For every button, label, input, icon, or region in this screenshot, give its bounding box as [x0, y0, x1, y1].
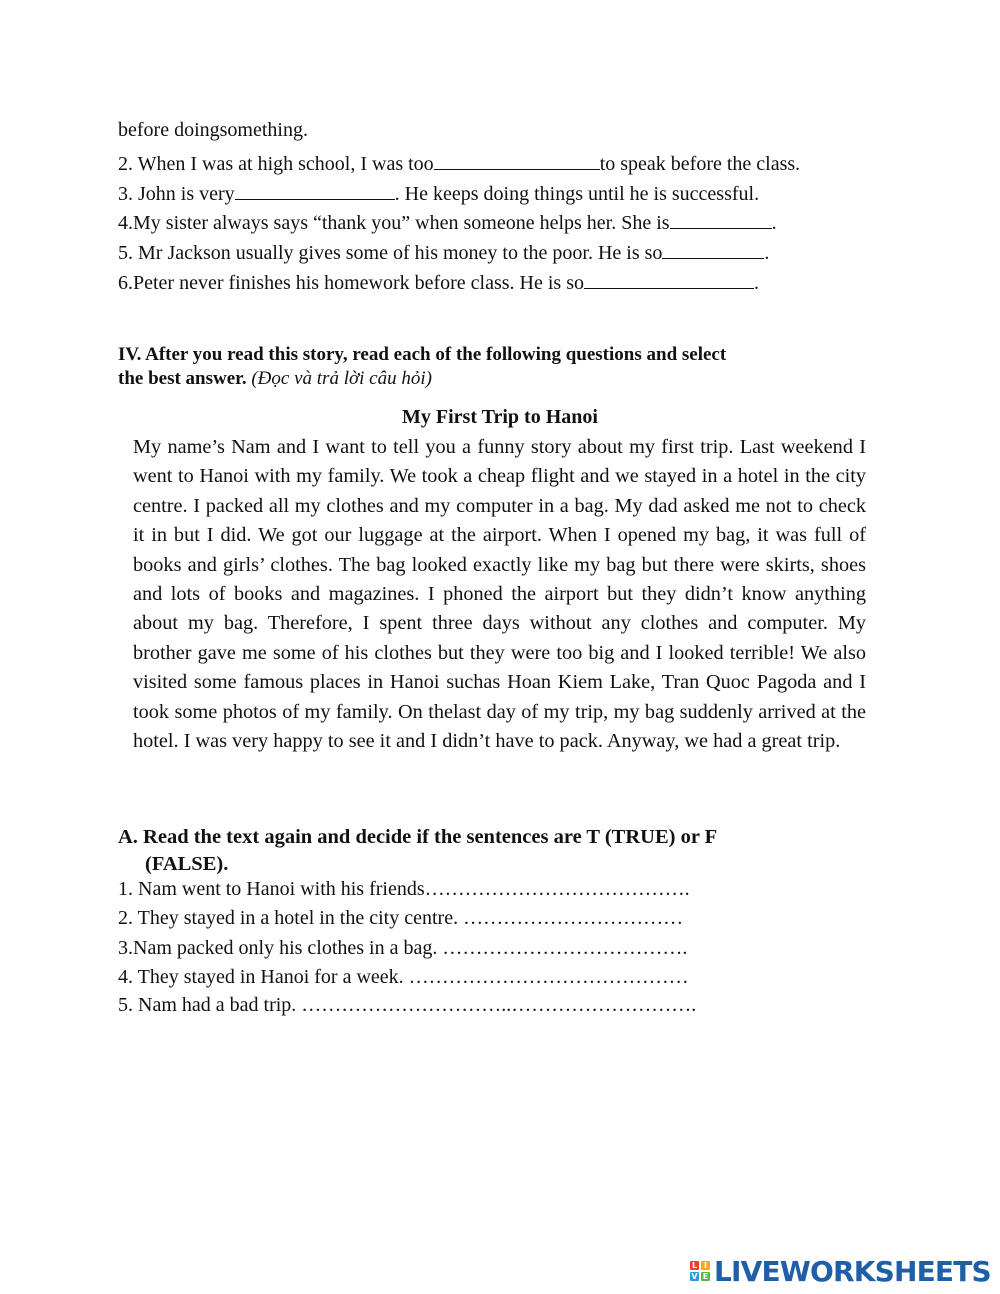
- liveworksheets-logo-icon: [690, 1261, 710, 1281]
- true-false-item-1[interactable]: 1. Nam went to Hanoi with his friends………………………………….: [118, 878, 690, 900]
- question-4-text: 4.My sister always says “thank you” when someone helps her. She is: [118, 212, 670, 234]
- question-5-text: 5. Mr Jackson usually gives some of his money to the poor. He is so: [118, 242, 663, 264]
- section-four-heading-translation: (Đọc và trả lời câu hỏi): [251, 368, 432, 389]
- logo-letter-e: E: [702, 1272, 709, 1281]
- question-5-blank[interactable]: [662, 240, 764, 259]
- section-four-heading-line-2: [118, 367, 838, 391]
- question-6-text: 6.Peter never finishes his homework before class. He is so: [118, 272, 584, 294]
- story-body: My name’s Nam and I want to tell you a funny story about my first trip. Last weekend I went to Hanoi with my family. We took a cheap flight and we stayed in a hotel in the city centre. I packed all my clothes and my computer in a bag. My dad asked me not to check it in but I did. We got our luggage at the airport. When I opened my bag, it was full of books and girls’ clothes. The bag looked exactly like my bag but there were skirts, shoes and lots of books and magazines. I phoned the airport but they didn’t know anything about my bag. Therefore, I spent three days without any clothes and computer. My brother gave me some of his clothes but they were too big and I looked terrible! We also visited some famous places in Hanoi suchas Hoan Kiem Lake, Tran Quoc Pagoda and I took some photos of my family. On thelast day of my trip, my bag suddenly arrived at the hotel. I was very happy to see it and I didn’t have to pack. Anyway, we had a great trip.: [133, 436, 866, 753]
- question-3-text-after: . He keeps doing things until he is successful.: [394, 183, 760, 205]
- question-6-text-after: .: [754, 272, 759, 294]
- question-6-blank[interactable]: [584, 270, 754, 289]
- question-4-text-after: .: [771, 212, 777, 234]
- question-2-text: 2. When I was at high school, I was too: [118, 153, 434, 175]
- question-2-text-after: to speak before the class.: [599, 153, 801, 175]
- question-4-blank[interactable]: [670, 210, 772, 229]
- section-a-heading-line-1: A. Read the text again and decide if the sentences are T (TRUE) or F: [118, 826, 718, 848]
- true-false-item-2[interactable]: 2. They stayed in a hotel in the city centre. ……………………………: [118, 907, 684, 929]
- question-4: [118, 210, 777, 235]
- section-four-heading: [118, 343, 838, 391]
- logo-letter-l: L: [691, 1261, 698, 1270]
- section-four-heading-bold: the best answer.: [118, 368, 247, 389]
- logo-letter-i: I: [701, 1261, 710, 1270]
- true-false-item-5[interactable]: 5. Nam had a bad trip. …………………………..……………………….: [118, 994, 697, 1016]
- story-title: My First Trip to Hanoi: [402, 406, 598, 428]
- question-5: [118, 240, 769, 265]
- section-a-heading: [118, 824, 838, 878]
- true-false-item-4[interactable]: 4. They stayed in Hanoi for a week. ……………………………………: [118, 966, 689, 988]
- question-6: [118, 270, 759, 295]
- liveworksheets-logo: [690, 1255, 991, 1287]
- question-3: [118, 181, 759, 206]
- question-2-blank[interactable]: [434, 151, 600, 170]
- question-2: [118, 151, 800, 176]
- question-5-text-after: .: [764, 242, 770, 264]
- exercise-line-1: before doingsomething.: [118, 119, 308, 141]
- question-3-text: 3. John is very: [118, 183, 235, 205]
- question-3-blank[interactable]: [235, 181, 395, 200]
- true-false-item-3[interactable]: 3.Nam packed only his clothes in a bag. ……………………………….: [118, 937, 688, 959]
- logo-letter-v: V: [691, 1272, 698, 1281]
- section-four-heading-line-1: IV. After you read this story, read each of the following questions and select: [118, 344, 727, 365]
- liveworksheets-logo-text: LIVEWORKSHEETS: [714, 1254, 991, 1288]
- section-a-heading-line-2: (FALSE).: [145, 853, 229, 875]
